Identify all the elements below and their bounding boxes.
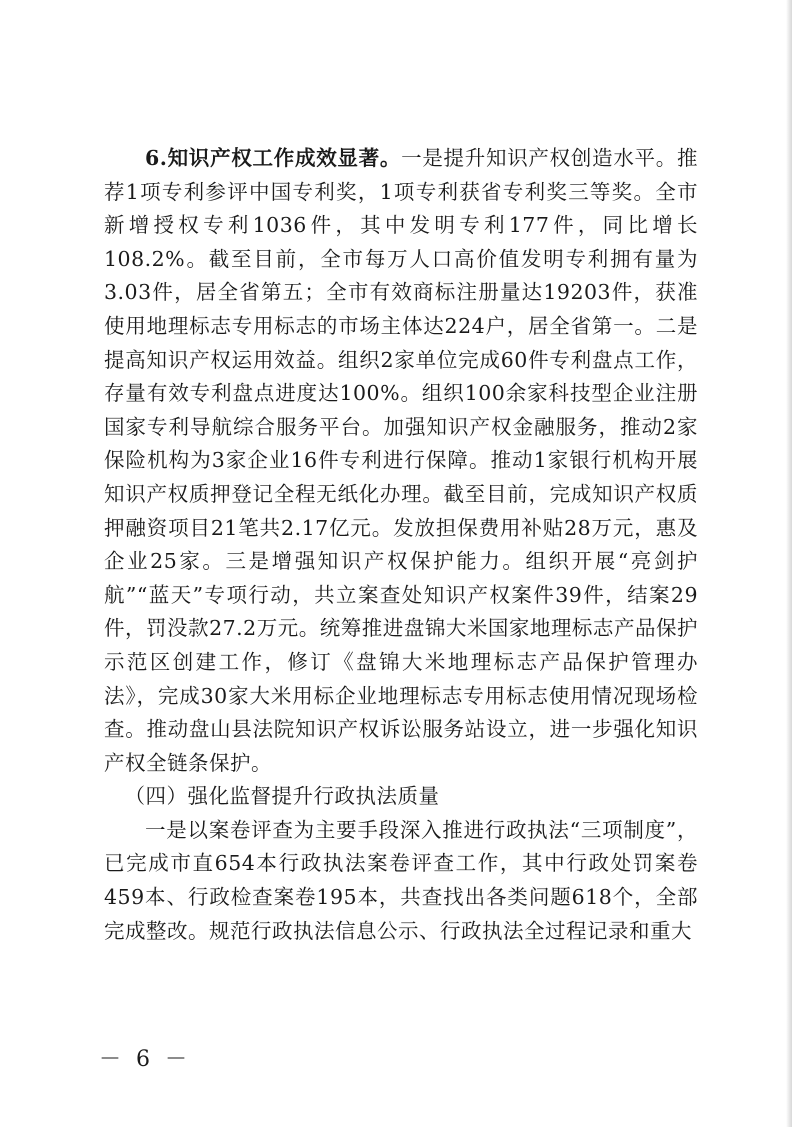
section-heading: （四）强化监督提升行政执法质量	[124, 784, 440, 809]
page-edge-shadow	[786, 0, 792, 1127]
paragraph-ip-work	[104, 142, 698, 780]
page-number: － 6 －	[99, 1047, 191, 1072]
document-body	[104, 142, 698, 948]
paragraph-enforcement: 一是以案卷评查为主要手段深入推进行政执法“三项制度”，已完成市直654本行政执法案卷评查工作，其中行政处罚案卷459本、行政检查案卷195本，共查找出各类问题618个，全部完成整改。规范行政执法信息公示、行政执法全过程记录和重大	[104, 817, 698, 943]
paragraph-lead: 6.知识产权工作成效显著。	[145, 146, 402, 170]
paragraph-body: 一是提升知识产权创造水平。推荐1项专利参评中国专利奖，1项专利获省专利奖三等奖。全市新增授权专利1036件，其中发明专利177件，同比增长108.2%。截至目前，全市每万人口高价值发明专利拥有量为3.03件，居全省第五；全市有效商标注册量达19203件，获准使用地理标志专用标志的市场主体达224户，居全省第一。二是提高知识产权运用效益。组织2家单位完成60件专利盘点工作，存量有效专利盘点进度达100%。组织100余家科技型企业注册国家专利导航综合服务平台。加强知识产权金融服务，推动2家保险机构为3家企业16件专利进行保障。推动1家银行机构开展知识产权质押登记全程无纸化办理。截至目前，完成知识产权质押融资项目21笔共2.17亿元。发放担保费用补贴28万元，惠及企业25家。三是增强知识产权保护能力。组织开展“亮剑护航”“蓝天”专项行动，共立案查处知识产权案件39件，结案29件，罚没款27.2万元。统筹推进盘锦大米国家地理标志产品保护示范区创建工作，修订《盘锦大米地理标志产品保护管理办法》，完成30家大米用标企业地理标志专用标志使用情况现场检查。推动盘山县法院知识产权诉讼服务站设立，进一步强化知识产权全链条保护。	[104, 146, 699, 775]
